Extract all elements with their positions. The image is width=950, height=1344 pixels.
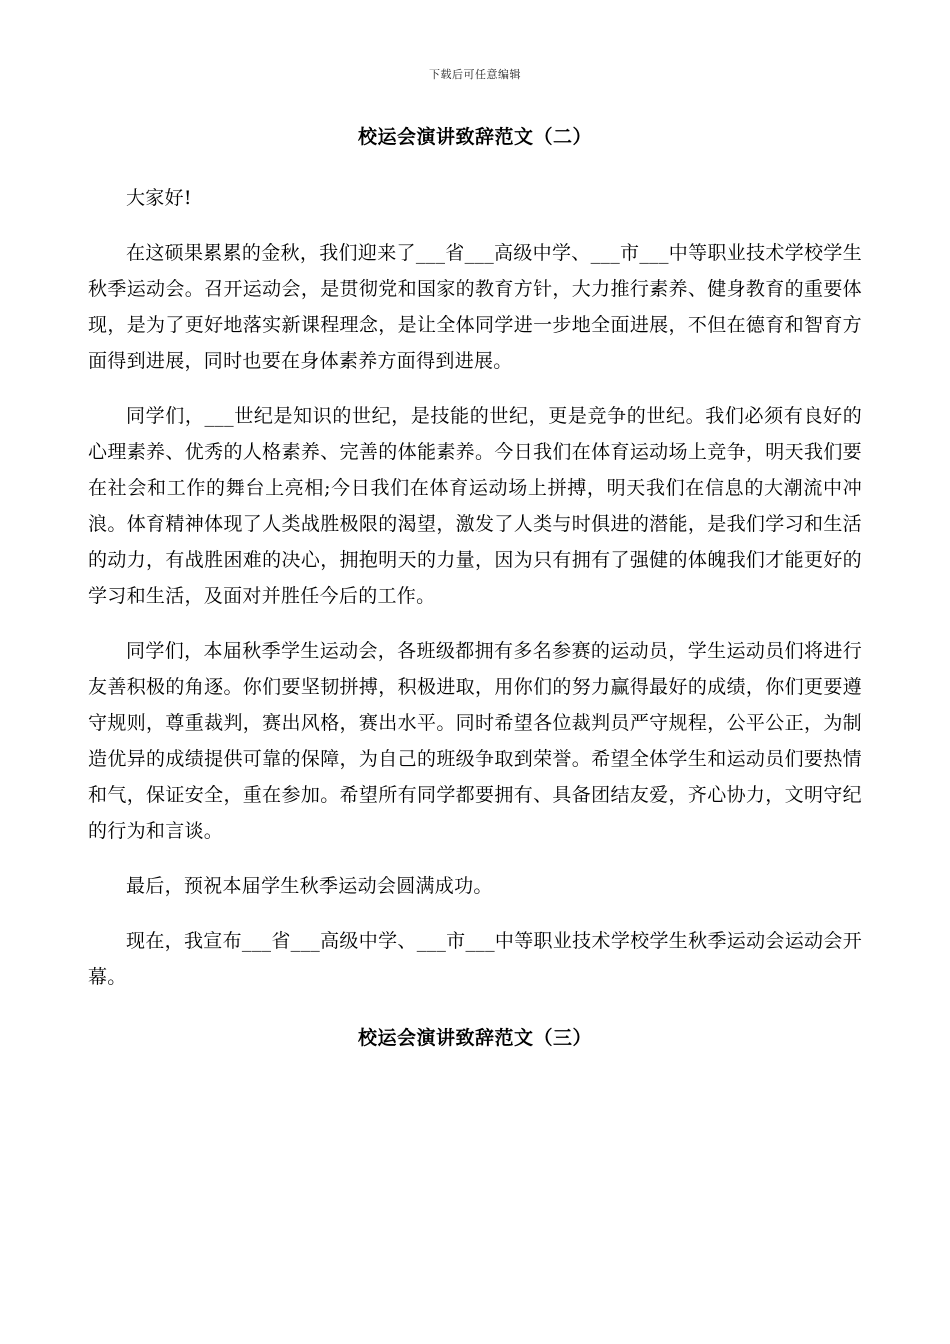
paragraph-2: 同学们，___世纪是知识的世纪，是技能的世纪，更是竞争的世纪。我们必须有良好的心理素养、优秀的人格素养、完善的体能素养。今日我们在体育运动场上竞争，明天我们要在社会和工作的舞台上亮相;今日我们在体育运动场上拼搏，明天我们在信息的大潮流中冲浪。体育精神体现了人类战胜极限的渴望，激发了人类与时俱进的潜能，是我们学习和生活的动力，有战胜困难的决心，拥抱明天的力量，因为只有拥有了强健的体魄我们才能更好的学习和生活，及面对并胜任今后的工作。 xyxy=(88,405,862,607)
header-note: 下载后可任意编辑 xyxy=(429,68,521,81)
document-body xyxy=(88,118,862,1057)
paragraph-3: 同学们，本届秋季学生运动会，各班级都拥有多名参赛的运动员，学生运动员们将进行友善积极的角逐。你们要坚韧拼搏，积极进取，用你们的努力赢得最好的成绩，你们更要遵守规则，尊重裁判，赛出风格，赛出水平。同时希望各位裁判员严守规程，公平公正，为制造优异的成绩提供可靠的保障，为自己的班级争取到荣誉。希望全体学生和运动员们要热情和气，保证安全，重在参加。希望所有同学都要拥有、具备团结友爱，齐心协力，文明守纪的行为和言谈。 xyxy=(88,640,862,842)
paragraph-1: 在这硕果累累的金秋，我们迎来了___省___高级中学、___市___中等职业技术学校学生秋季运动会。召开运动会，是贯彻党和国家的教育方针，大力推行素养、健身教育的重要体现，是为了更好地落实新课程理念，是让全体同学进一步地全面进展，不但在德育和智育方面得到进展，同时也要在身体素养方面得到进展。 xyxy=(88,242,862,372)
paragraph-4: 最后，预祝本届学生秋季运动会圆满成功。 xyxy=(126,875,493,897)
section-title-3: 校运会演讲致辞范文（三） xyxy=(357,1027,592,1049)
greeting: 大家好! xyxy=(126,187,192,209)
section-title-2: 校运会演讲致辞范文（二） xyxy=(357,126,592,148)
paragraph-5: 现在，我宣布___省___高级中学、___市___中等职业技术学校学生秋季运动会运动会开幕。 xyxy=(88,930,862,988)
